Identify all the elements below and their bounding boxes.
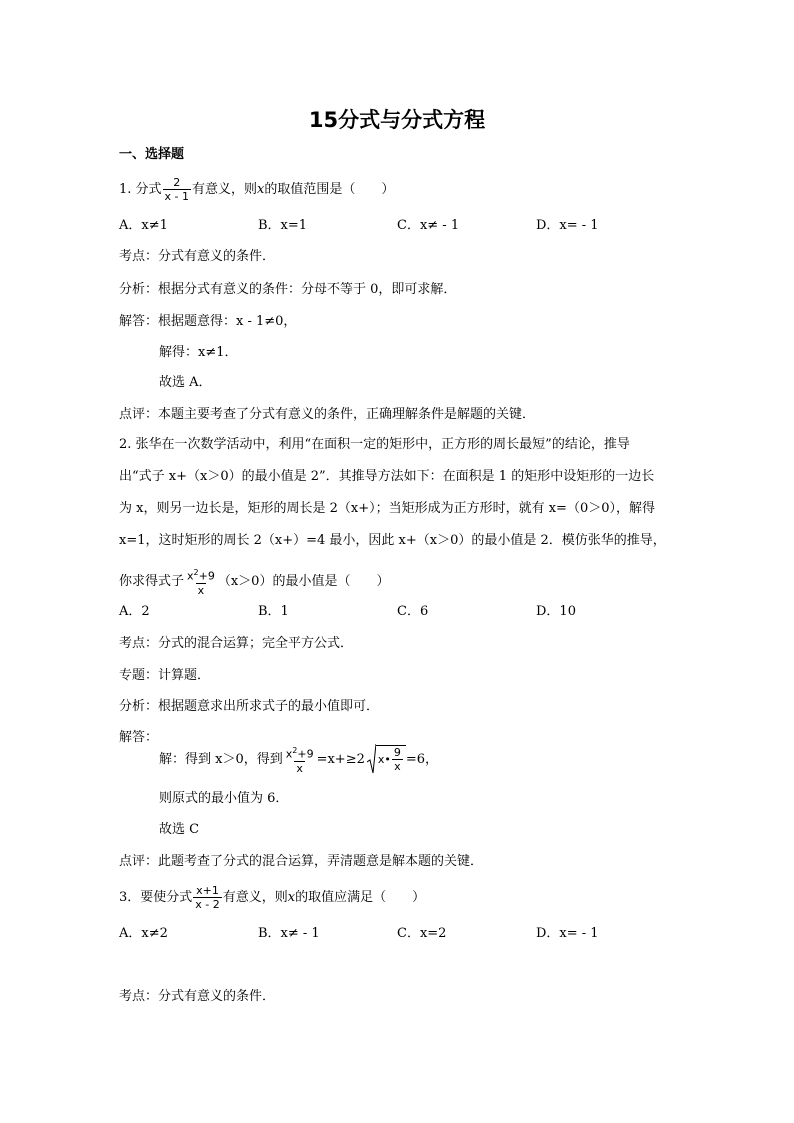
q2-kaodian: 考点：分式的混合运算；完全平方公式． bbox=[119, 636, 354, 651]
q2-sqrt-numerator: 9 bbox=[393, 746, 401, 760]
q1-guxuan: 故选 A． bbox=[159, 375, 212, 390]
section-heading: 一、选择题 bbox=[119, 147, 185, 162]
q1-option-a: A．x≠1 bbox=[119, 218, 168, 233]
q3-stem-post-b: 的取值应满足（ ） bbox=[295, 890, 426, 905]
q3-stem-post-a: 有意义，则 bbox=[222, 890, 288, 905]
q3-fraction-numerator: x+1 bbox=[196, 884, 219, 897]
q2-sol-end: =6， bbox=[405, 751, 439, 767]
q2-sol-denominator: x bbox=[296, 761, 303, 775]
q1-dianping: 点评：本题主要考查了分式有意义的条件，正确理解条件是解题的关键． bbox=[119, 407, 536, 422]
q2-stem-line-4: x=1，这时矩形的周长 2（x+）=4 最小，因此 x+（x＞0）的最小值是 2．模仿张华的推导， bbox=[119, 533, 666, 548]
q2-sol-num-exp: 2 bbox=[292, 746, 298, 755]
radical-sign-icon bbox=[367, 744, 376, 774]
page-title: 15分式与分式方程 bbox=[308, 108, 486, 132]
q2-ask-num-base: x bbox=[187, 569, 194, 583]
q2-ask-denominator: x bbox=[197, 583, 205, 597]
q1-jiede: 解得：x≠1． bbox=[159, 345, 238, 360]
q2-dianping: 点评：此题考查了分式的混合运算，弄清题意是解本题的关键． bbox=[119, 854, 484, 869]
q2-ask-num-tail: +9 bbox=[198, 569, 215, 583]
q3-option-a: A．x≠2 bbox=[119, 926, 168, 941]
q1-fraction bbox=[163, 176, 191, 203]
q3-stem-pre: 3．要使分式 bbox=[119, 890, 193, 905]
q2-ask-num-exp: 2 bbox=[193, 568, 199, 577]
q3-fraction bbox=[193, 884, 221, 911]
q2-sol-fraction bbox=[284, 744, 316, 775]
q3-stem bbox=[119, 884, 425, 911]
q1-fenxi: 分析：根据分式有意义的条件：分母不等于 0，即可求解． bbox=[119, 282, 457, 297]
q1-option-b: B．x=1 bbox=[258, 218, 308, 233]
q1-option-c: C．x≠ - 1 bbox=[397, 218, 460, 233]
q2-sol-pre: 解：得到 x＞0，得到 bbox=[159, 751, 283, 767]
q2-solution bbox=[159, 744, 438, 775]
q2-option-d: D．10 bbox=[536, 604, 576, 619]
q2-sol-num-base: x bbox=[285, 747, 293, 761]
q2-sqrt-denominator: x bbox=[394, 760, 401, 774]
q2-option-c: C．6 bbox=[397, 604, 429, 619]
q2-zeyuan: 则原式的最小值为 6． bbox=[159, 791, 289, 806]
q1-stem-post-a: 有意义，则 bbox=[192, 182, 258, 197]
q2-sqrt-x: x• bbox=[377, 752, 391, 766]
q2-jieda-label: 解答： bbox=[119, 730, 159, 745]
q1-fraction-denominator: x - 1 bbox=[164, 190, 190, 203]
q2-sol-num-tail: +9 bbox=[297, 747, 314, 761]
q2-ask-post: （x＞0）的最小值是（ ） bbox=[217, 573, 390, 589]
q3-stem-var: x bbox=[287, 890, 296, 905]
q2-stem-line-1: 2. 张华在一次数学活动中，利用“在面积一定的矩形中，正方形的周长最短”的结论，推导 bbox=[119, 437, 630, 452]
q1-jieda: 解答：根据题意得：x - 1≠0， bbox=[119, 314, 297, 329]
q1-stem-pre: 1. 分式 bbox=[119, 182, 162, 197]
q1-kaodian: 考点：分式有意义的条件． bbox=[119, 249, 276, 264]
q2-sqrt-fraction bbox=[392, 746, 403, 773]
q3-option-b: B．x≠ - 1 bbox=[258, 926, 320, 941]
q2-sqrt bbox=[367, 744, 406, 774]
q2-stem-line-3: 为 x，则另一边长是，矩形的周长是 2（x+）；当矩形成为正方形时，就有 x=（0＞0），解得 bbox=[119, 501, 655, 516]
q2-sol-mid: =x+≥2 bbox=[316, 751, 365, 767]
q3-kaodian: 考点：分式有意义的条件． bbox=[119, 989, 276, 1004]
q2-option-b: B．1 bbox=[258, 604, 289, 619]
q2-guxuan: 故选 C bbox=[159, 822, 200, 837]
q2-fenxi: 分析：根据题意求出所求式子的最小值即可． bbox=[119, 699, 380, 714]
q3-fraction-denominator: x - 2 bbox=[195, 898, 220, 911]
q3-option-d: D．x= - 1 bbox=[536, 926, 599, 941]
q1-stem-post-b: 的取值范围是（ ） bbox=[264, 182, 395, 197]
q1-stem bbox=[119, 176, 394, 203]
q2-sol-numerator bbox=[284, 744, 316, 761]
q2-ask-fraction bbox=[185, 566, 217, 597]
q1-fraction-numerator: 2 bbox=[173, 176, 181, 189]
q2-ask-numerator bbox=[185, 566, 217, 583]
q2-ask-pre: 你求得式子 bbox=[119, 573, 185, 589]
q2-sqrt-radicand bbox=[376, 745, 406, 773]
q2-stem-ask bbox=[119, 566, 389, 597]
q2-stem-line-2: 出“式子 x+（x＞0）的最小值是 2”．其推导方法如下：在面积是 1 的矩形中设矩形的一边长 bbox=[119, 469, 655, 484]
q3-option-c: C．x=2 bbox=[397, 926, 447, 941]
q2-zhuanti: 专题：计算题． bbox=[119, 668, 211, 683]
q2-option-a: A．2 bbox=[119, 604, 150, 619]
q1-stem-var: x bbox=[257, 182, 265, 197]
q1-option-d: D．x= - 1 bbox=[536, 218, 599, 233]
